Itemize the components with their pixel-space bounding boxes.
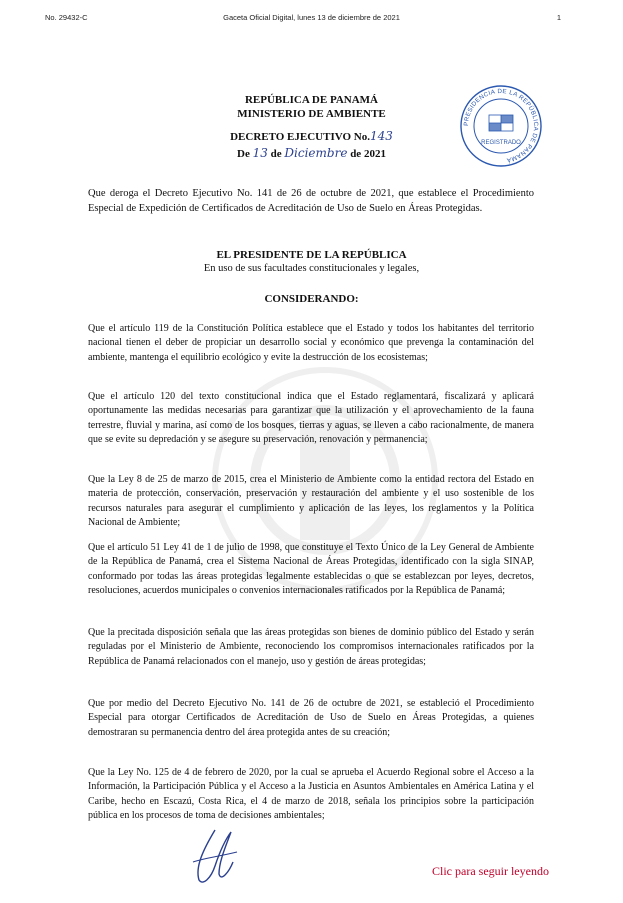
republic-name: REPÚBLICA DE PANAMÁ [244, 94, 379, 106]
considerando-heading: CONSIDERANDO: [264, 293, 359, 305]
decree-year: de 2021 [350, 148, 386, 160]
seal-inner-text: REGISTRADO [481, 140, 521, 146]
president-block [0, 248, 623, 276]
decree-summary: Que deroga el Decreto Ejecutivo No. 141 de 26 de octubre de 2021, que establece el Procedimiento Especial de Expedición de Certificados de Acreditación de Uso de Suelo en Áreas Protegidas. [88, 188, 534, 214]
consideration-paragraph: Que la Ley 8 de 25 de marzo de 2015, crea el Ministerio de Ambiente como la entidad rectora del Estado en materia de protección, conservación, preservación y restauración del ambiente y el uso sostenible de los recursos naturales para asegurar el cumplimiento y aplicación de las leyes, los reglamentos y la Política Nacional de Ambiente; [88, 474, 534, 528]
consideration-paragraph: Que el artículo 51 Ley 41 de 1 de julio de 1998, que constituye el Texto Único de la Ley General de Ambiente de la República de Panamá, crea el Sistema Nacional de Áreas Protegidas, identificado con la sigla SINAP, conformado por todas las áreas protegidas legalmente establecidas o que se establezcan por leyes, decretos, resoluciones, acuerdos municipales o convenios internacionales ratificados por la República de Panamá; [88, 542, 534, 596]
consideration-paragraph: Que el artículo 120 del texto constitucional indica que el Estado reglamentará, fiscalizará y aplicará oportunamente las medidas necesarias para garantizar que la utilización y el aprovechamiento de la fauna terrestre, fluvial y marina, así como de los bosques, tierras y aguas, se lleven a cabo racionalmente, de manera que se evite su depredación y se asegure su preservación, renovación y permanencia; [88, 391, 534, 445]
gazette-number: No. 29432-C [45, 13, 88, 22]
decree-number-handwritten: 143 [369, 129, 393, 143]
continue-reading-link[interactable]: Clic para seguir leyendo [432, 864, 549, 878]
president-title: EL PRESIDENTE DE LA REPÚBLICA [216, 249, 407, 261]
date-de-2: de [270, 148, 282, 160]
consideration-paragraph: Que el artículo 119 de la Constitución Política establece que el Estado y todos los habitantes del territorio nacional tienen el deber de propiciar un desarrollo social y económico que prevenga la contaminación del ambiente, mantenga el equilibrio ecológico y evite la destrucción de los ecosistemas; [88, 323, 534, 363]
registration-seal [459, 84, 543, 168]
consideration-paragraph: Que por medio del Decreto Ejecutivo No. 141 de 26 de octubre de 2021, se estableció el Procedimiento Especial para otorgar Certificados de Acreditación de Uso de Suelo en Áreas Protegidas, a quienes demostraran su permanencia dentro del área protegida antes de su creación; [88, 698, 534, 738]
month-handwritten: Diciembre [284, 146, 348, 160]
day-handwritten: 13 [252, 146, 268, 160]
consideration-paragraph: Que la Ley No. 125 de 4 de febrero de 2020, por la cual se aprueba el Acuerdo Regional sobre el Acceso a la Información, la Participación Pública y el Acceso a la Justicia en Asuntos Ambientales en América Latina y el Caribe, hecho en Escazú, Costa Rica, el 4 de marzo de 2018, señala los principios sobre la participación pública en los procesos de toma de decisiones ambientales; [88, 767, 534, 821]
date-de-1: De [237, 148, 250, 160]
decree-prefix: DECRETO EJECUTIVO No. [230, 131, 370, 143]
ministry-name: MINISTERIO DE AMBIENTE [237, 108, 386, 120]
handwritten-initials [185, 822, 255, 892]
consideration-paragraph: Que la precitada disposición señala que las áreas protegidas son bienes de dominio público del Estado y serán reguladas por el Ministerio de Ambiente, reconociendo los compromisos internacionales ratificados por la República de Panamá relacionados con el manejo, uso y gestión de áreas protegidas; [88, 627, 534, 667]
president-subtitle: En uso de sus facultades constitucionales y legales, [203, 263, 420, 274]
page-number: 1 [556, 13, 561, 22]
gazette-title: Gaceta Oficial Digital, lunes 13 de diciembre de 2021 [223, 13, 400, 22]
seal-ring-text: PRESIDENCIA DE LA REPÚBLICA DE PANAMÁ [462, 87, 540, 164]
